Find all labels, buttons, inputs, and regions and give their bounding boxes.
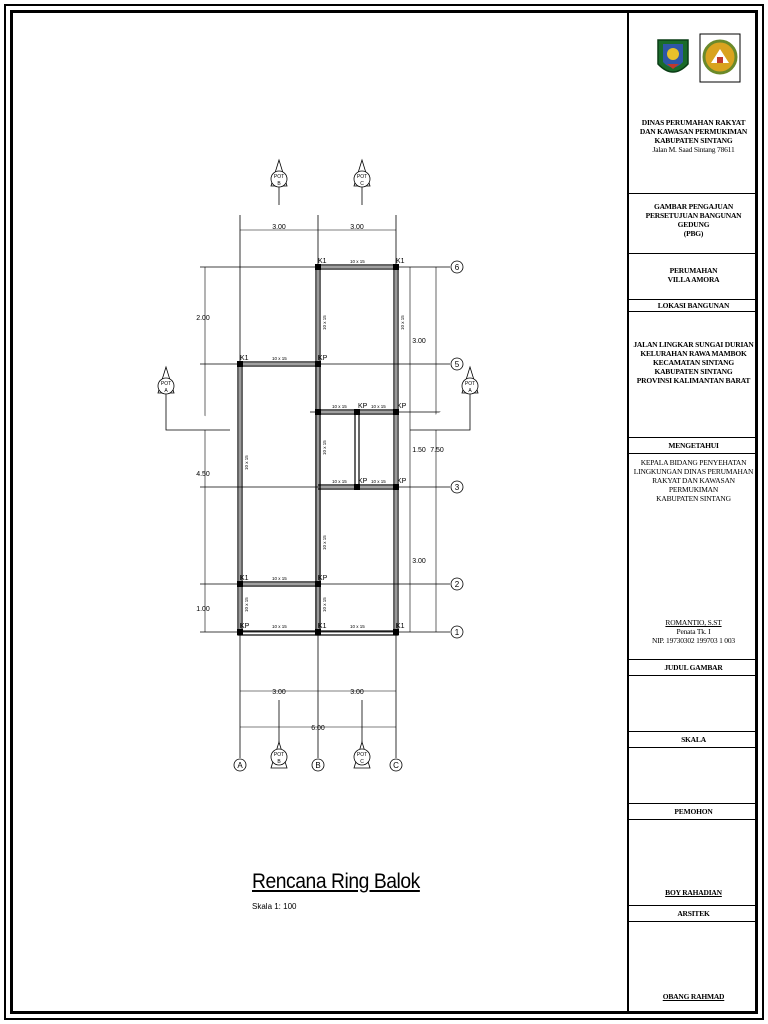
project-line: VILLA AMORA — [667, 275, 720, 284]
grid-label: 5 — [454, 360, 460, 369]
beam-label: 10 x 15 — [371, 404, 386, 409]
beam-label: 10 x 15 — [244, 455, 249, 470]
location-line: PROVINSI KALIMANTAN BARAT — [636, 376, 751, 385]
drawing-title-cell — [629, 676, 758, 732]
beam-label: 10 x 15 — [400, 315, 405, 330]
drawing-title-label: JUDUL GAMBAR — [629, 660, 758, 676]
dim-text: 3.00 — [272, 224, 286, 231]
beam-label: 10 x 15 — [371, 479, 386, 484]
drawing-title: Rencana Ring Balok — [252, 870, 420, 893]
beam-inner-ab — [242, 366, 316, 631]
col-label: K1 — [240, 575, 249, 582]
grid-label: 3 — [454, 483, 460, 492]
beam-inner-bc — [320, 269, 394, 631]
approver-nip: NIP. 19730302 199703 1 003 — [652, 636, 735, 645]
pot-label: POT — [273, 174, 285, 180]
beam-label: 10 x 15 — [332, 479, 347, 484]
grid-label: 6 — [454, 263, 460, 272]
approved-label: MENGETAHUI — [629, 438, 758, 454]
grid-label: B — [315, 761, 321, 770]
architect-name-text: OBANG RAHMAD — [662, 992, 725, 1001]
beam-label: 10 x 15 — [244, 597, 249, 612]
beam-label: 10 x 15 — [272, 356, 287, 361]
agency-address: Jalan M. Saad Sintang 78611 — [652, 145, 735, 154]
approver-title-line: KEPALA BIDANG PENYEHATAN — [640, 458, 747, 467]
title-block — [627, 10, 758, 1014]
col-label: KP — [358, 478, 368, 485]
approver-name: ROMANTIO, S.ST — [665, 618, 722, 627]
pot-letter: B — [277, 181, 281, 187]
owner-name-text: BOY RAHADIAN — [665, 888, 722, 897]
col-label: K1 — [240, 355, 249, 362]
pot-letter: A — [164, 388, 168, 394]
beam-label: 10 x 15 — [322, 315, 327, 330]
purpose-line: PERSETUJUAN BANGUNAN GEDUNG — [645, 211, 742, 229]
dim-text: 3.00 — [412, 338, 426, 345]
grid-label: A — [237, 761, 243, 770]
agency-name-line: KABUPATEN SINTANG — [654, 136, 733, 145]
beam-label: 10 x 15 — [322, 535, 327, 550]
pot-label: POT — [356, 752, 368, 758]
col-label: K1 — [318, 623, 327, 630]
pot-label: POT — [273, 752, 285, 758]
agency-section — [629, 10, 758, 194]
col-label: K1 — [396, 258, 405, 265]
beam-outline-ab — [238, 362, 320, 635]
beam-label: 10 x 15 — [322, 597, 327, 612]
beam-label: 10 x 15 — [350, 259, 365, 264]
scale-label: SKALA — [629, 732, 758, 748]
beam-label: 10 x 15 — [272, 576, 287, 581]
column — [315, 409, 321, 415]
location-line: KABUPATEN SINTANG — [654, 367, 733, 376]
regency-emblem-icon — [655, 36, 691, 80]
pot-label: POT — [464, 381, 476, 387]
grid-label: 1 — [454, 628, 460, 637]
pot-label: POT — [356, 174, 368, 180]
col-label: KP — [318, 575, 328, 582]
dim-text: 6.00 — [311, 725, 325, 732]
architect-label: ARSITEK — [629, 906, 758, 922]
agency-name-line: DINAS PERUMAHAN RAKYAT — [641, 118, 746, 127]
purpose-line: (PBG) — [683, 229, 704, 238]
col-label: KP — [397, 478, 407, 485]
housing-agency-logo-icon — [699, 33, 741, 83]
col-label: KP — [318, 355, 328, 362]
dim-text: 4.50 — [196, 471, 210, 478]
approver-title-line: PERMUKIMAN — [668, 485, 719, 494]
pot-letter: A — [468, 388, 472, 394]
drawing-scale: Skala 1: 100 — [252, 902, 297, 911]
approver-title-line: RAKYAT DAN KAWASAN — [652, 476, 735, 485]
col-label: KP — [397, 403, 407, 410]
beam-label: 10 x 15 — [350, 624, 365, 629]
owner-name — [629, 820, 758, 906]
dim-text: 7.50 — [430, 447, 444, 454]
approver-title-line: LINGKUNGAN DINAS PERUMAHAN — [633, 467, 754, 476]
beam-label: 10 x 15 — [332, 404, 347, 409]
dim-text: 3.00 — [350, 689, 364, 696]
approver-title-line: KABUPATEN SINTANG — [656, 494, 731, 503]
beam-label: 10 x 15 — [272, 624, 287, 629]
col-label: KP — [240, 623, 250, 630]
dim-text: 3.00 — [350, 224, 364, 231]
location-line: KECAMATAN SINTANG — [653, 358, 734, 367]
project-line: PERUMAHAN — [669, 266, 718, 275]
approver-section — [629, 454, 758, 660]
approver-rank: Penata Tk. I — [676, 627, 711, 636]
section-marker-a-right — [410, 367, 478, 430]
purpose-line: GAMBAR PENGAJUAN — [653, 202, 734, 211]
beam-label: 10 x 15 — [322, 440, 327, 455]
pot-letter: C — [360, 759, 364, 765]
grid-label: 2 — [454, 580, 460, 589]
location-line: JALAN LINGKAR SUNGAI DURIAN — [633, 340, 754, 349]
project-section — [629, 254, 758, 300]
pot-letter: C — [360, 181, 364, 187]
grid-label: C — [393, 761, 399, 770]
location-section — [629, 312, 758, 438]
drawing-purpose-section — [629, 194, 758, 254]
dim-text: 3.00 — [272, 689, 286, 696]
owner-label: PEMOHON — [629, 804, 758, 820]
dim-text: 1.00 — [196, 606, 210, 613]
pot-letter: B — [277, 759, 281, 765]
beam-outline-bc — [316, 265, 398, 635]
architect-name — [629, 922, 758, 1012]
scale-cell — [629, 748, 758, 804]
section-marker-a-left — [158, 367, 230, 430]
dim-text: 3.00 — [412, 558, 426, 565]
col-label: K1 — [318, 258, 327, 265]
location-line: KELURAHAN RAWA MAMBOK — [640, 349, 747, 358]
col-label: KP — [358, 403, 368, 410]
pot-label: POT — [160, 381, 172, 387]
dim-text: 1.50 — [412, 447, 426, 454]
location-label: LOKASI BANGUNAN — [629, 300, 758, 312]
agency-name-line: DAN KAWASAN PERMUKIMAN — [639, 127, 748, 136]
col-label: K1 — [396, 623, 405, 630]
dim-text: 2.00 — [196, 315, 210, 322]
